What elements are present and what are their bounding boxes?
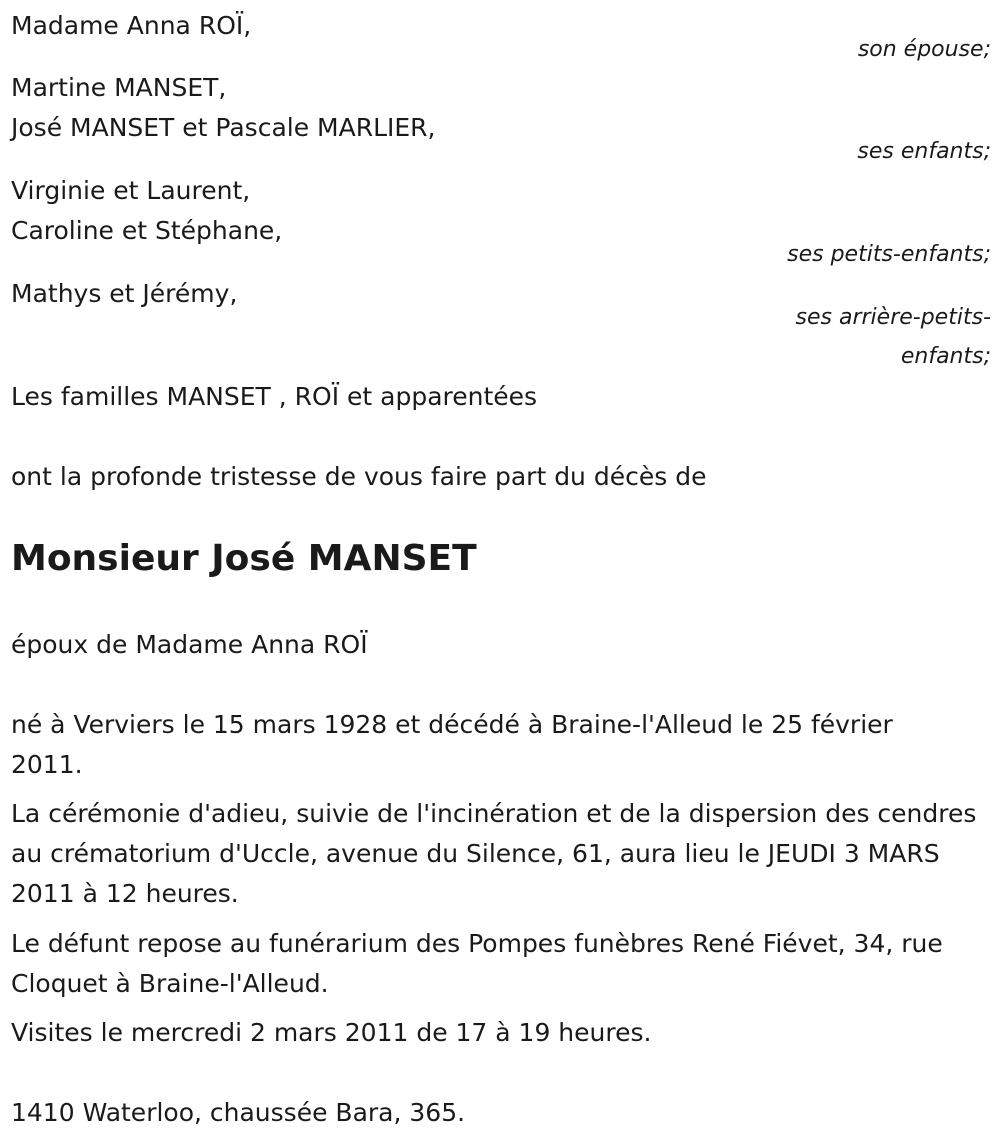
children-role: ses enfants; (857, 139, 991, 164)
deceased-spouse-of: époux de Madame Anna ROÏ (11, 630, 368, 659)
birth-death-text: né à Verviers le 15 mars 1928 et décédé à Braine-l'Alleud le 25 février 2011. (11, 710, 893, 779)
grandchild-name: Virginie et Laurent, (11, 176, 251, 205)
great-grandchildren-role-line1: ses arrière-petits- (795, 305, 991, 330)
spouse-role: son épouse; (857, 37, 991, 62)
repose-text: Le défunt repose au funérarium des Pompes funèbres René Fiévet, 34, rue Cloquet à Braine-l'Alleud. (11, 929, 943, 998)
ceremony-text: La cérémonie d'adieu, suivie de l'incinération et de la dispersion des cendres au crématorium d'Uccle, avenue du Silence, 61, aura lieu le JEUDI 3 MARS 2011 à 12 heures. (11, 799, 977, 908)
great-grandchildren-role-line2: enfants; (900, 344, 991, 369)
spouse-name: Madame Anna ROÏ, (11, 11, 252, 40)
child-name: Martine MANSET, (11, 73, 227, 102)
great-grandchild-name: Mathys et Jérémy, (11, 279, 238, 308)
families-line: Les familles MANSET , ROÏ et apparentées (11, 382, 538, 411)
deceased-name: Monsieur José MANSET (11, 538, 477, 579)
announcement-text: ont la profonde tristesse de vous faire part du décès de (11, 462, 707, 491)
address-text: 1410 Waterloo, chaussée Bara, 365. (11, 1098, 466, 1127)
child-name: José MANSET et Pascale MARLIER, (11, 113, 436, 142)
visits-text: Visites le mercredi 2 mars 2011 de 17 à 19 heures. (11, 1018, 652, 1047)
grandchildren-role: ses petits-enfants; (787, 242, 991, 267)
grandchild-name: Caroline et Stéphane, (11, 216, 283, 245)
